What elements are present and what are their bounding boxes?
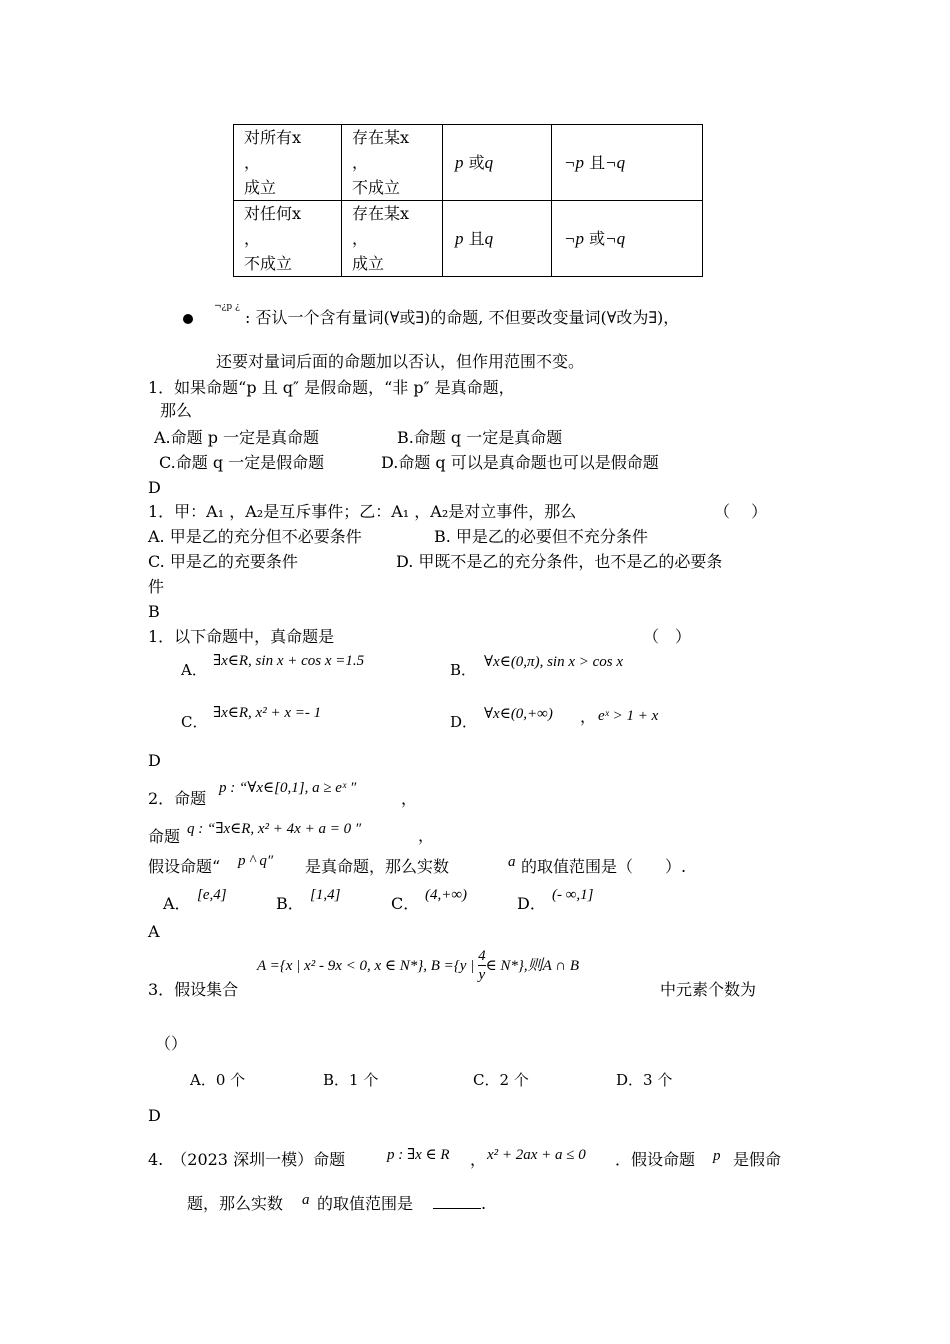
option-d-label: D． <box>517 894 546 913</box>
question-stem-2-cont: 的取值范围是 <box>317 1194 414 1213</box>
set-expression: A ={x | x² - 9x < 0, x ∈ N*}, B ={y | $\frac{4}{y}$ ∈ N*},则A ∩ B <box>257 948 580 983</box>
proposition-p: p : ∃x ∈ R <box>387 1147 450 1163</box>
comma: ， <box>401 789 418 808</box>
answer-paren: （ ） <box>643 627 692 646</box>
inequality: x² + 2ax + a ≤ 0 <box>487 1147 586 1163</box>
option-d: D．3 个 <box>616 1071 673 1089</box>
option-b-label: B． <box>276 894 304 913</box>
answer-paren: （ ） <box>714 502 768 521</box>
option-c-label: C． <box>391 894 420 913</box>
option-a-math: [e,4] <box>197 887 227 903</box>
option-a-label: A． <box>181 661 207 679</box>
option-a: A.命题 p 一定是真命题 <box>154 428 320 447</box>
table-row <box>234 201 703 277</box>
option-b-label: B． <box>450 661 477 679</box>
table-cell: p 或 q <box>443 125 552 201</box>
option-c: C.命题 q 一定是假命题 <box>159 453 325 472</box>
option-c: C. 甲是乙的充要条件 <box>148 552 298 571</box>
proposition-p-and-q: p ^ q″ <box>238 853 274 869</box>
question-stem-3-tail: 的取值范围是（ ）. <box>521 857 687 876</box>
question-stem: 3．假设集合 <box>148 980 239 999</box>
comma: ， <box>418 826 435 845</box>
fraction: $\frac{4}{y}$ <box>478 948 486 983</box>
option-c-math: (4,+∞) <box>425 887 468 903</box>
comma: ， <box>470 1150 487 1169</box>
option-c-math: ∃x∈R, x² + x =- 1 <box>213 705 322 721</box>
answer: D <box>148 478 161 497</box>
question-stem-3: 假设命题“ <box>148 857 221 876</box>
question-stem: 4. （2023 深圳一模）命题 <box>148 1150 346 1169</box>
option-a: A．0 个 <box>190 1071 246 1089</box>
option-d-math: ∀x∈(0,+∞) <box>484 706 553 722</box>
option-b: B．1 个 <box>323 1071 379 1089</box>
variable-a: a <box>302 1192 310 1208</box>
answer: A <box>148 922 160 941</box>
option-b: B.命题 q 一定是真命题 <box>397 428 563 447</box>
question-stem-cont: 那么 <box>160 401 193 420</box>
option-a-label: A． <box>163 894 191 913</box>
table-cell: 对任何x ， 不成立 <box>234 201 342 277</box>
question-stem: 1．甲：A₁ ，A₂是互斥事件；乙：A₁ ，A₂是对立事件，那么 <box>148 502 577 521</box>
question-stem: 2．命题 <box>148 789 207 808</box>
bullet-dot <box>183 314 193 324</box>
table-cell: ¬p 且 ¬q <box>552 125 703 201</box>
proposition-p: p : “∀x∈[0,1], a ≥ eˣ ″ <box>219 780 357 796</box>
bullet-text-cont: 还要对量词后面的命题加以否认，但作用范围不变。 <box>216 352 585 371</box>
option-b-math: [1,4] <box>310 887 341 903</box>
table-cell: 对所有x ， 成立 <box>234 125 342 201</box>
question-stem-3-cont: 是真命题，那么实数 <box>305 857 450 876</box>
option-d: D.命题 q 可以是真命题也可以是假命题 <box>381 453 659 472</box>
answer: B <box>148 602 160 621</box>
table-cell: 存在某x ， 不成立 <box>342 125 443 201</box>
table-cell: p 且 q <box>443 201 552 277</box>
question-stem-cont: ．假设命题 <box>615 1150 696 1169</box>
variable-p: p <box>713 1148 721 1164</box>
answer-blank[interactable]: . <box>433 1194 486 1213</box>
answer: D <box>148 751 161 770</box>
question-stem: 1．如果命题“p 且 q″ 是假命题，“非 p″ 是真命题， <box>148 378 515 397</box>
option-a: A. 甲是乙的充分但不必要条件 <box>148 527 362 546</box>
variable-a: a <box>508 854 516 870</box>
question-stem-tail: 是假命 <box>733 1150 782 1169</box>
option-d-math: (- ∞,1] <box>552 887 594 903</box>
question-stem-2: 题，那么实数 <box>187 1194 284 1213</box>
option-a-math: ∃x∈R, sin x + cos x =1.5 <box>213 653 365 669</box>
bullet-text: : 否认一个含有量词(∀或∃)的命题, 不但要改变量词(∀改为∃)， <box>245 308 680 327</box>
question-stem-tail: 中元素个数为 <box>660 980 757 999</box>
option-b-math: ∀x∈(0,π), sin x > cos x <box>484 654 624 670</box>
quantifier-table <box>233 124 703 277</box>
question-stem: 1．以下命题中，真命题是 <box>148 627 335 646</box>
option-d-label: D． <box>450 713 478 731</box>
option-b: B. 甲是乙的必要但不充分条件 <box>434 527 648 546</box>
option-d-math-2: eˣ > 1 + x <box>598 708 659 724</box>
table-cell: ¬p 或 ¬q <box>552 201 703 277</box>
question-stem-2: 命题 <box>148 827 181 846</box>
proposition-q: q : “∃x∈R, x² + 4x + a = 0 ″ <box>187 821 362 837</box>
answer-paren: （） <box>155 1034 188 1053</box>
option-d-cont: 件 <box>148 577 165 596</box>
option-c-label: C． <box>181 713 208 731</box>
option-c: C．2 个 <box>473 1071 529 1089</box>
option-d: D. 甲既不是乙的充分条件，也不是乙的必要条 <box>396 552 723 571</box>
table-cell: 存在某x ， 成立 <box>342 201 443 277</box>
option-d-sep: ， <box>580 707 597 726</box>
negation-symbol: ¬¿p ¿ <box>214 302 240 312</box>
answer: D <box>148 1106 161 1125</box>
table-row <box>234 125 703 201</box>
